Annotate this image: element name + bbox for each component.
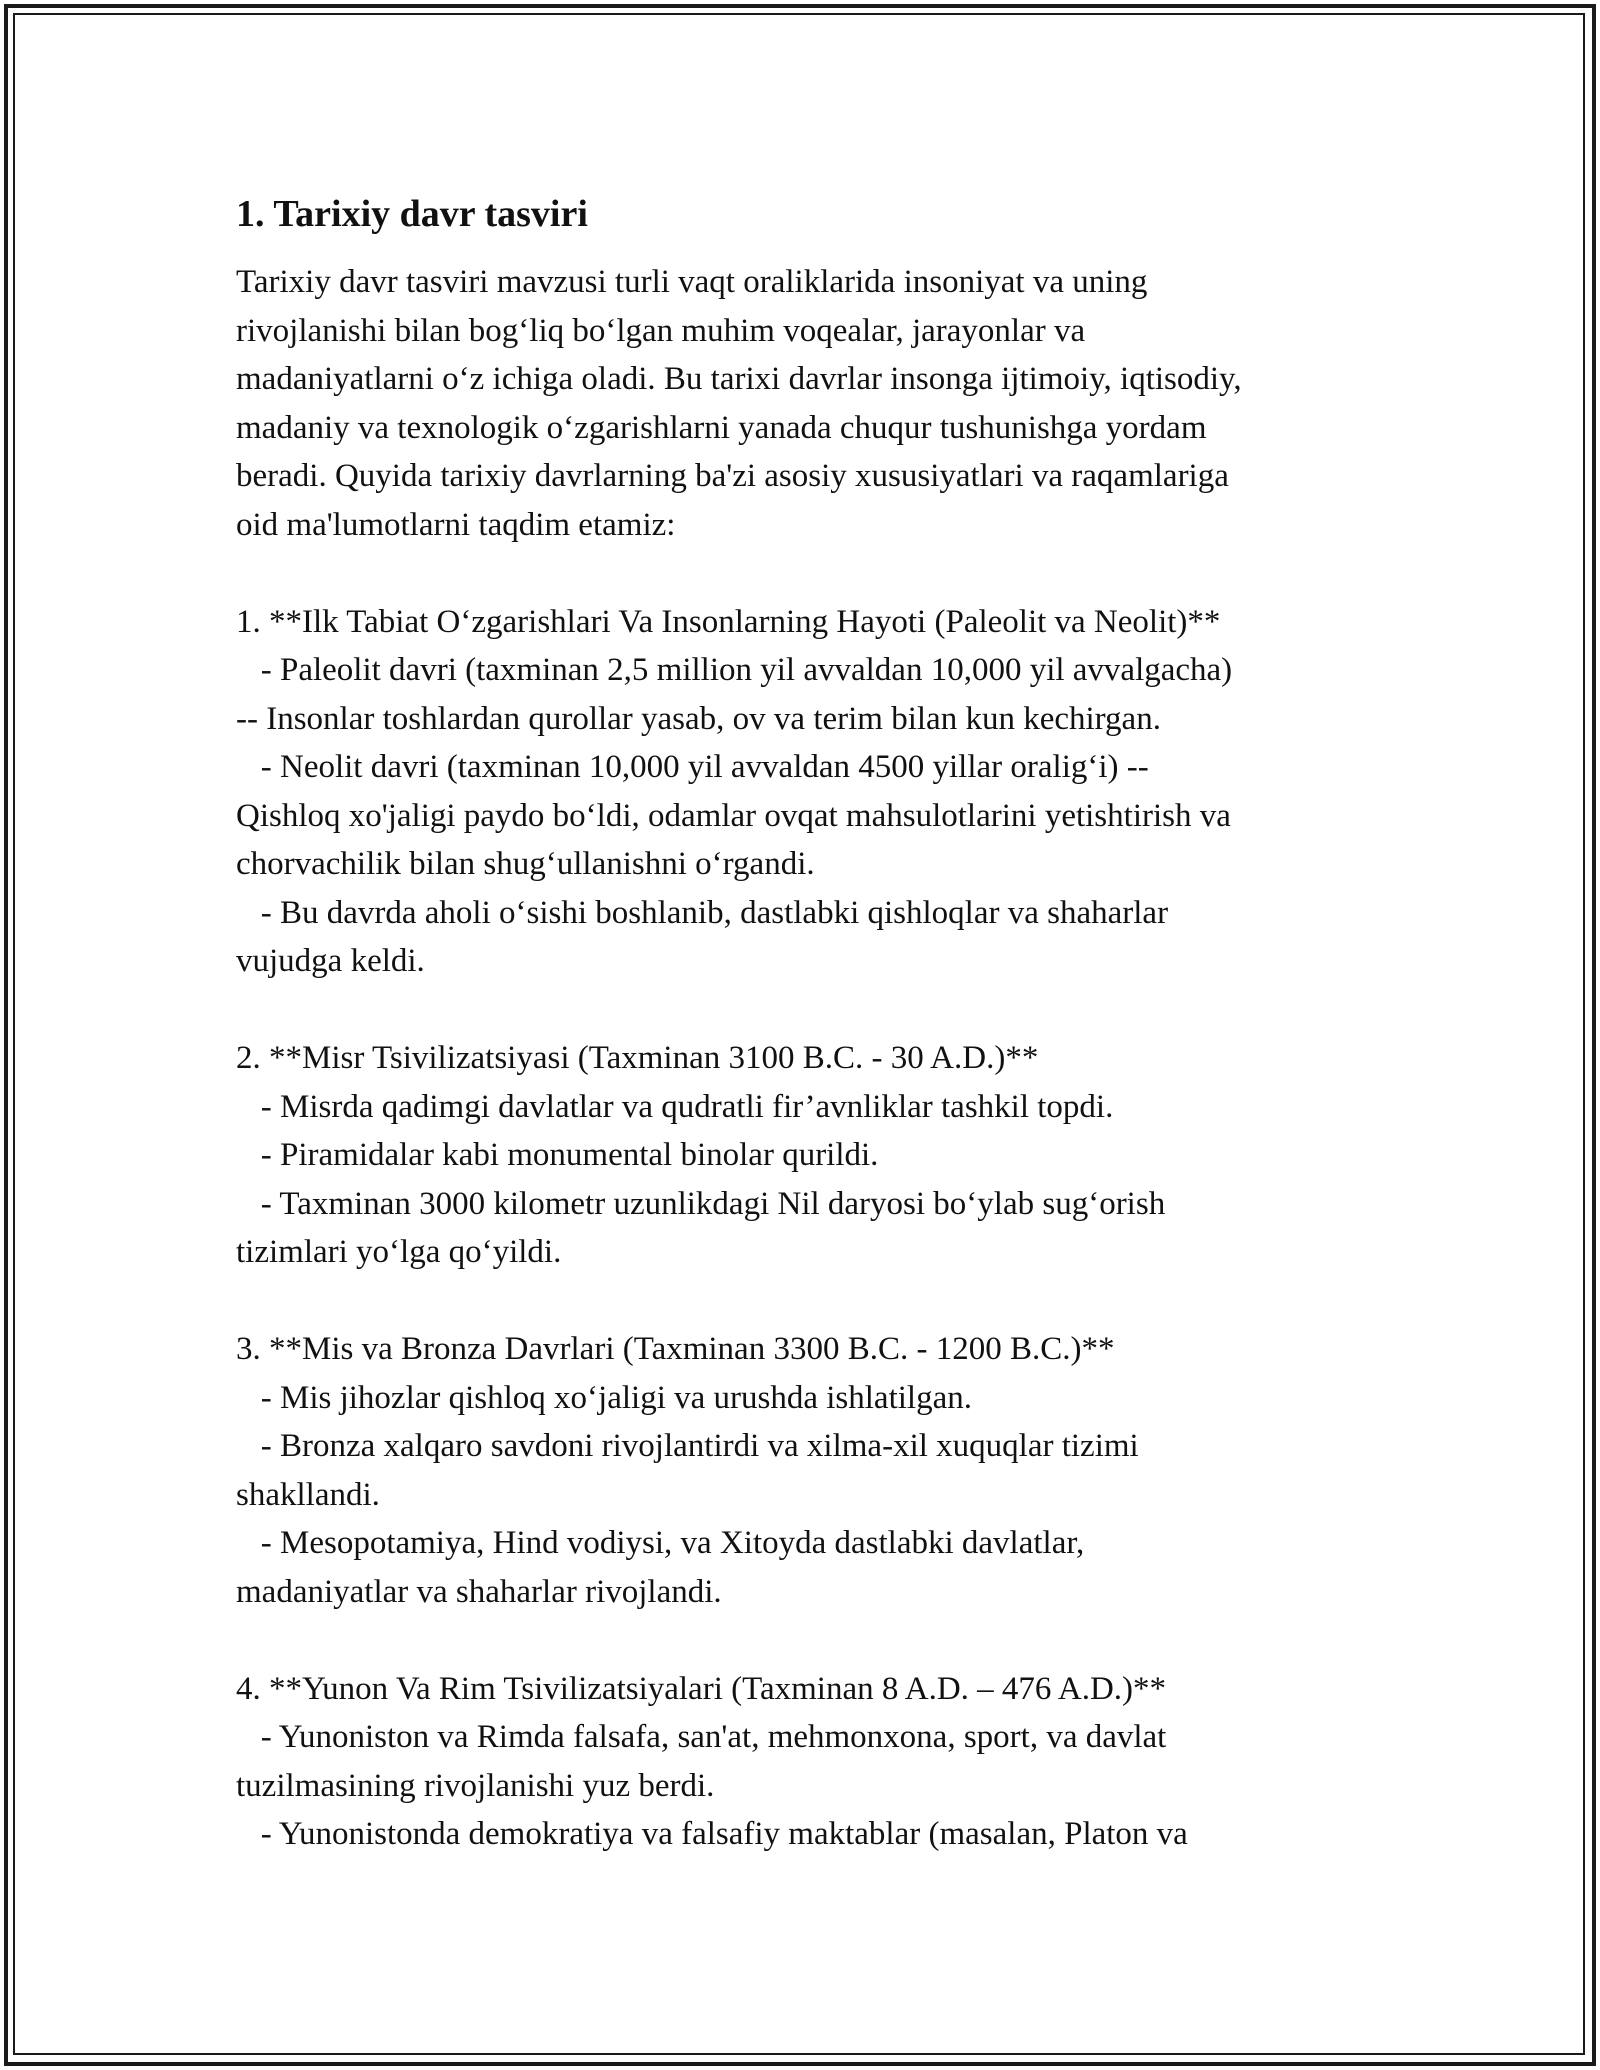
text-line: -- Insonlar toshlardan qurollar yasab, ov va terim bilan kun kechirgan. bbox=[236, 700, 1161, 737]
text-line: Qishloq xo'jaligi paydo bo‘ldi, odamlar ovqat mahsulotlarini yetishtirish va bbox=[236, 797, 1231, 834]
list-item-heading: 1. **Ilk Tabiat O‘zgarishlari Va Insonlarning Hayoti (Paleolit va Neolit)** bbox=[236, 603, 1221, 640]
section-heading: 1. Tarixiy davr tasviri bbox=[236, 193, 588, 235]
text-line: Tarixiy davr tasviri mavzusi turli vaqt oraliklarida insoniyat va uning bbox=[236, 264, 1148, 300]
document-body bbox=[236, 258, 1426, 1859]
text-line: - Taxminan 3000 kilometr uzunlikdagi Nil daryosi bo‘ylab sug‘orish bbox=[236, 1185, 1166, 1222]
text-line: - Yunoniston va Rimda falsafa, san'at, mehmonxona, sport, va davlat bbox=[236, 1719, 1167, 1755]
text-line: madaniyatlarni o‘z ichiga oladi. Bu tarixi davrlar insonga ijtimoiy, iqtisodiy, bbox=[236, 361, 1242, 397]
text-line: madaniyatlar va shaharlar rivojlandi. bbox=[236, 1573, 722, 1610]
text-line: tizimlari yo‘lga qo‘yildi. bbox=[236, 1234, 562, 1270]
list-item-heading: 3. **Mis va Bronza Davrlari (Taxminan 3300 B.C. - 1200 B.C.)** bbox=[236, 1331, 1115, 1367]
text-line: shakllandi. bbox=[236, 1476, 380, 1513]
text-line: - Yunonistonda demokratiya va falsafiy maktablar (masalan, Platon va bbox=[236, 1816, 1188, 1852]
text-line: - Neolit davri (taxminan 10,000 yil avvaldan 4500 yillar oralig‘i) -- bbox=[236, 749, 1149, 785]
blank-line bbox=[236, 549, 1426, 598]
blank-line bbox=[236, 986, 1426, 1035]
text-line: chorvachilik bilan shug‘ullanishni o‘rgandi. bbox=[236, 846, 815, 882]
text-line: tuzilmasining rivojlanishi yuz berdi. bbox=[236, 1767, 715, 1804]
text-line: oid ma'lumotlarni taqdim etamiz: bbox=[236, 506, 676, 543]
text-line: - Misrda qadimgi davlatlar va qudratli fir’avnliklar tashkil topdi. bbox=[236, 1088, 1114, 1125]
blank-line bbox=[236, 1616, 1426, 1665]
text-line: - Mis jihozlar qishloq xo‘jaligi va urushda ishlatilgan. bbox=[236, 1379, 972, 1416]
text-line: - Bronza xalqaro savdoni rivojlantirdi va xilma-xil xuquqlar tizimi bbox=[236, 1428, 1139, 1464]
text-line: beradi. Quyida tarixiy davrlarning ba'zi asosiy xususiyatlari va raqamlariga bbox=[236, 458, 1229, 494]
list-item-heading: 2. **Misr Tsivilizatsiyasi (Taxminan 3100 B.C. - 30 A.D.)** bbox=[236, 1040, 1039, 1076]
text-line: - Mesopotamiya, Hind vodiysi, va Xitoyda dastlabki davlatlar, bbox=[236, 1525, 1085, 1561]
text-line: vujudga keldi. bbox=[236, 943, 425, 979]
document-page bbox=[236, 190, 1426, 1859]
list-item-heading: 4. **Yunon Va Rim Tsivilizatsiyalari (Taxminan 8 A.D. – 476 A.D.)** bbox=[236, 1670, 1167, 1707]
text-line: madaniy va texnologik o‘zgarishlarni yanada chuqur tushunishga yordam bbox=[236, 409, 1207, 446]
text-line: - Paleolit davri (taxminan 2,5 million yil avvaldan 10,000 yil avvalgacha) bbox=[236, 652, 1233, 688]
text-line: - Bu davrda aholi o‘sishi boshlanib, dastlabki qishloqlar va shaharlar bbox=[236, 894, 1169, 931]
text-line: - Piramidalar kabi monumental binolar qurildi. bbox=[236, 1137, 879, 1173]
text-line: rivojlanishi bilan bog‘liq bo‘lgan muhim voqealar, jarayonlar va bbox=[236, 312, 1086, 349]
blank-line bbox=[236, 1277, 1426, 1326]
